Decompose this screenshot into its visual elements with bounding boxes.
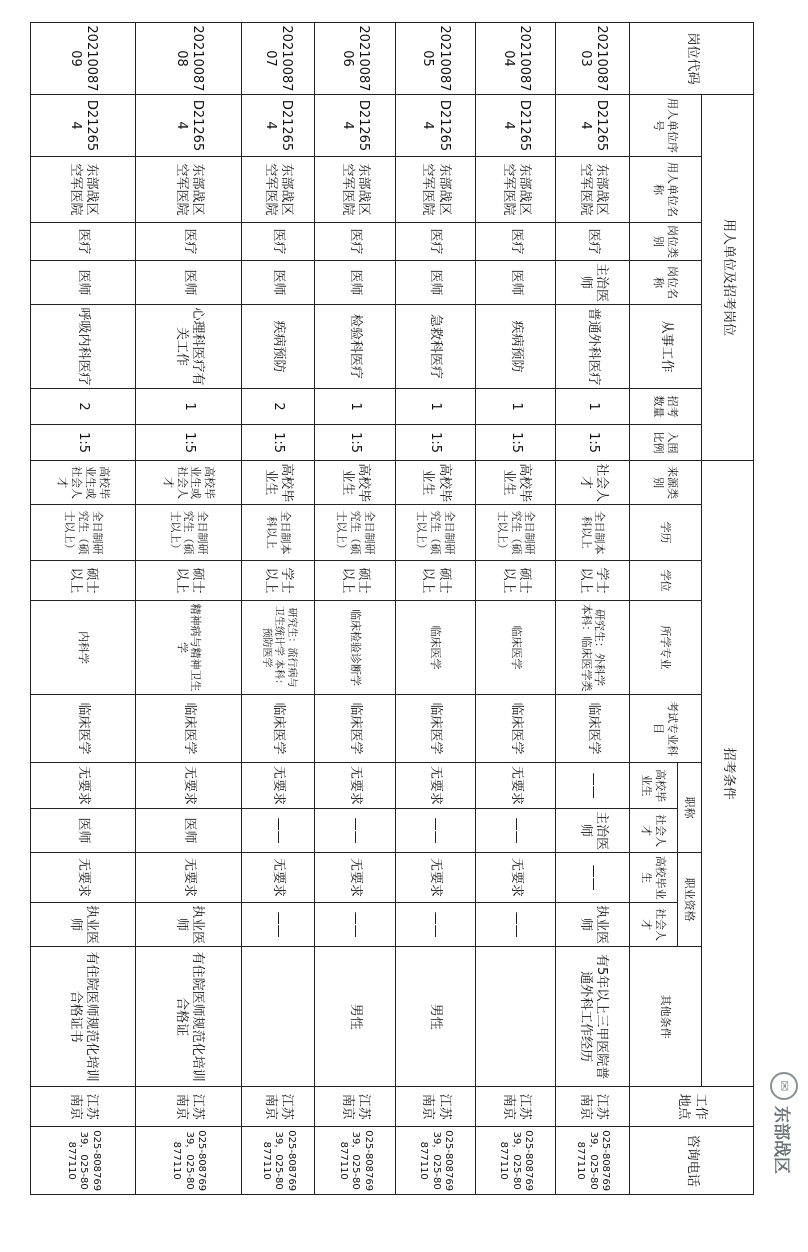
cell-education: 全日制研究生（硕士以上） xyxy=(315,505,395,561)
table-row xyxy=(395,23,475,1195)
cell-work: 疾病预防 xyxy=(476,305,556,389)
cell-major: 研究生：流行病与卫生统计学 本科：预防医学 xyxy=(241,601,315,695)
cell-location: 江苏南京 xyxy=(556,1087,630,1127)
cell-ratio: 1:5 xyxy=(315,425,395,461)
cell-location: 江苏南京 xyxy=(315,1087,395,1127)
cell-unit-code: D212654 xyxy=(241,95,315,157)
cell-qual-social: 执业医师 xyxy=(556,903,630,947)
cell-code: 2021008704 xyxy=(476,23,556,95)
cell-quota: 1 xyxy=(136,389,241,425)
cell-quota: 1 xyxy=(395,389,475,425)
cell-location: 江苏南京 xyxy=(136,1087,241,1127)
cell-other: 有5年以上三甲医院普通外科工作经历 xyxy=(556,947,630,1087)
cell-other xyxy=(476,947,556,1087)
cell-qual-social: —— xyxy=(241,903,315,947)
cell-degree: 硕士以上 xyxy=(476,561,556,601)
wechat-bubble-icon: ✉ xyxy=(770,1072,798,1100)
cell-contact: 025-80876939，025-80877110 xyxy=(476,1127,556,1195)
header-ratio: 入围比例 xyxy=(630,425,702,461)
table-row xyxy=(476,23,556,1195)
cell-title-social: 医师 xyxy=(31,809,136,853)
cell-type: 医疗 xyxy=(395,223,475,261)
cell-unit-code: D212654 xyxy=(315,95,395,157)
cell-qual-grad: —— xyxy=(556,853,630,903)
cell-quota: 2 xyxy=(31,389,136,425)
cell-type: 医疗 xyxy=(476,223,556,261)
cell-other: 男性 xyxy=(315,947,395,1087)
cell-ratio: 1:5 xyxy=(241,425,315,461)
cell-title-grad: 无要求 xyxy=(31,763,136,809)
cell-work: 心理科医疗有关工作 xyxy=(136,305,241,389)
watermark xyxy=(770,1072,798,1174)
cell-unit-name: 东部战区空军医院 xyxy=(31,157,136,223)
cell-source: 高校毕业生或社会人才 xyxy=(136,461,241,505)
cell-title-grad: 无要求 xyxy=(136,763,241,809)
cell-exam: 临床医学 xyxy=(556,695,630,763)
cell-work: 急救科医疗 xyxy=(395,305,475,389)
table-row xyxy=(315,23,395,1195)
header-title-group: 职称 xyxy=(678,763,702,853)
cell-exam: 临床医学 xyxy=(136,695,241,763)
cell-location: 江苏南京 xyxy=(241,1087,315,1127)
cell-source: 高校毕业生或社会人才 xyxy=(31,461,136,505)
cell-location: 江苏南京 xyxy=(395,1087,475,1127)
cell-location: 江苏南京 xyxy=(476,1087,556,1127)
cell-title-grad: 无要求 xyxy=(241,763,315,809)
cell-exam: 临床医学 xyxy=(395,695,475,763)
recruitment-table xyxy=(30,22,754,1195)
cell-exam: 临床医学 xyxy=(31,695,136,763)
cell-title-grad: —— xyxy=(556,763,630,809)
cell-other xyxy=(241,947,315,1087)
cell-qual-grad: 无要求 xyxy=(241,853,315,903)
cell-contact: 025-80876939，025-80877110 xyxy=(556,1127,630,1195)
cell-title-social: —— xyxy=(476,809,556,853)
cell-name: 医师 xyxy=(241,261,315,305)
cell-other: 有住院医师规范化培训合格证 xyxy=(136,947,241,1087)
cell-source: 社会人才 xyxy=(556,461,630,505)
cell-work: 检验科医疗 xyxy=(315,305,395,389)
cell-contact: 025-80876939，025-80877110 xyxy=(241,1127,315,1195)
table-row xyxy=(31,23,136,1195)
cell-degree: 硕士以上 xyxy=(315,561,395,601)
header-qual-grad: 高校毕业生 xyxy=(630,853,678,903)
cell-qual-social: —— xyxy=(476,903,556,947)
cell-source: 高校毕业生 xyxy=(395,461,475,505)
header-employer-name: 用人单位名称 xyxy=(630,157,702,223)
cell-education: 全日制研究生（硕士以上） xyxy=(395,505,475,561)
cell-name: 医师 xyxy=(395,261,475,305)
cell-unit-name: 东部战区空军医院 xyxy=(136,157,241,223)
header-group-employer: 用人单位及招考岗位 xyxy=(702,95,754,461)
header-title-grad: 高校毕业生 xyxy=(630,763,678,809)
header-position-code: 岗位代码 xyxy=(630,23,754,95)
header-group-conditions: 招考条件 xyxy=(702,461,754,1087)
cell-type: 医疗 xyxy=(315,223,395,261)
cell-education: 全日制研究生（硕士以上） xyxy=(476,505,556,561)
cell-exam: 临床医学 xyxy=(241,695,315,763)
header-position-type: 岗位类别 xyxy=(630,223,702,261)
cell-name: 医师 xyxy=(136,261,241,305)
cell-ratio: 1:5 xyxy=(136,425,241,461)
cell-location: 江苏南京 xyxy=(31,1087,136,1127)
watermark-text: 东部战区 xyxy=(771,1106,792,1174)
cell-title-grad: 无要求 xyxy=(476,763,556,809)
cell-qual-grad: 无要求 xyxy=(395,853,475,903)
header-qual-social: 社会人才 xyxy=(630,903,678,947)
header-source: 来源类别 xyxy=(630,461,702,505)
header-degree: 学位 xyxy=(630,561,702,601)
cell-major: 临床检验诊断学 xyxy=(315,601,395,695)
cell-code: 2021008703 xyxy=(556,23,630,95)
cell-code: 2021008708 xyxy=(136,23,241,95)
cell-title-social: 医师 xyxy=(136,809,241,853)
cell-contact: 025-80876939，025-80877110 xyxy=(395,1127,475,1195)
cell-qual-grad: 无要求 xyxy=(31,853,136,903)
cell-code: 2021008705 xyxy=(395,23,475,95)
cell-other: 男性 xyxy=(395,947,475,1087)
cell-contact: 025-80876939，025-80877110 xyxy=(31,1127,136,1195)
cell-name: 主治医师 xyxy=(556,261,630,305)
cell-unit-code: D212654 xyxy=(31,95,136,157)
cell-ratio: 1:5 xyxy=(556,425,630,461)
cell-major: 临床医学 xyxy=(395,601,475,695)
cell-major: 研究生：外科学 本科：临床医学类 xyxy=(556,601,630,695)
cell-name: 医师 xyxy=(476,261,556,305)
cell-quota: 2 xyxy=(241,389,315,425)
cell-unit-name: 东部战区空军医院 xyxy=(476,157,556,223)
cell-code: 2021008709 xyxy=(31,23,136,95)
cell-code: 2021008706 xyxy=(315,23,395,95)
cell-qual-grad: 无要求 xyxy=(476,853,556,903)
table-row xyxy=(556,23,630,1195)
cell-degree: 硕士以上 xyxy=(395,561,475,601)
cell-quota: 1 xyxy=(315,389,395,425)
cell-title-social: 主治医师 xyxy=(556,809,630,853)
cell-type: 医疗 xyxy=(136,223,241,261)
cell-source: 高校毕业生 xyxy=(315,461,395,505)
cell-degree: 硕士以上 xyxy=(136,561,241,601)
cell-major: 精神病与精神卫生学 xyxy=(136,601,241,695)
header-major: 所学专业 xyxy=(630,601,702,695)
cell-qual-social: —— xyxy=(315,903,395,947)
header-employer-code: 用人单位序号 xyxy=(630,95,702,157)
header-location: 工作地点 xyxy=(630,1087,754,1127)
cell-education: 全日制本科以上 xyxy=(556,505,630,561)
cell-qual-social: 执业医师 xyxy=(136,903,241,947)
cell-code: 2021008707 xyxy=(241,23,315,95)
header-other: 其他条件 xyxy=(630,947,702,1087)
header-education: 学历 xyxy=(630,505,702,561)
cell-title-grad: 无要求 xyxy=(315,763,395,809)
cell-education: 全日制本科以上 xyxy=(241,505,315,561)
cell-work: 疾病预防 xyxy=(241,305,315,389)
cell-quota: 1 xyxy=(476,389,556,425)
cell-degree: 硕士以上 xyxy=(31,561,136,601)
cell-unit-name: 东部战区空军医院 xyxy=(241,157,315,223)
cell-qual-grad: 无要求 xyxy=(315,853,395,903)
cell-source: 高校毕业生 xyxy=(476,461,556,505)
header-quota: 招考数量 xyxy=(630,389,702,425)
cell-title-social: —— xyxy=(315,809,395,853)
cell-title-social: —— xyxy=(395,809,475,853)
cell-education: 全日制研究生（硕士以上） xyxy=(31,505,136,561)
header-work: 从事工作 xyxy=(630,305,702,389)
cell-qual-social: 执业医师 xyxy=(31,903,136,947)
cell-ratio: 1:5 xyxy=(31,425,136,461)
cell-type: 医疗 xyxy=(556,223,630,261)
table-row xyxy=(241,23,315,1195)
cell-source: 高校毕业生 xyxy=(241,461,315,505)
cell-unit-code: D212654 xyxy=(476,95,556,157)
table-row xyxy=(136,23,241,1195)
cell-ratio: 1:5 xyxy=(476,425,556,461)
cell-major: 内科学 xyxy=(31,601,136,695)
cell-name: 医师 xyxy=(31,261,136,305)
cell-unit-name: 东部战区空军医院 xyxy=(556,157,630,223)
cell-title-social: —— xyxy=(241,809,315,853)
cell-unit-name: 东部战区空军医院 xyxy=(315,157,395,223)
cell-contact: 025-80876939，025-80877110 xyxy=(136,1127,241,1195)
cell-title-grad: 无要求 xyxy=(395,763,475,809)
cell-qual-grad: 无要求 xyxy=(136,853,241,903)
header-contact: 咨询电话 xyxy=(630,1127,754,1195)
cell-major: 临床医学 xyxy=(476,601,556,695)
header-title-social: 社会人才 xyxy=(630,809,678,853)
cell-ratio: 1:5 xyxy=(395,425,475,461)
cell-work: 呼吸内科医疗 xyxy=(31,305,136,389)
cell-unit-code: D212654 xyxy=(556,95,630,157)
cell-exam: 临床医学 xyxy=(476,695,556,763)
cell-unit-code: D212654 xyxy=(136,95,241,157)
cell-contact: 025-80876939，025-80877110 xyxy=(315,1127,395,1195)
header-exam-subject: 考试专业科目 xyxy=(630,695,702,763)
cell-unit-name: 东部战区空军医院 xyxy=(395,157,475,223)
cell-qual-social: —— xyxy=(395,903,475,947)
cell-type: 医疗 xyxy=(241,223,315,261)
cell-degree: 学士以上 xyxy=(241,561,315,601)
cell-exam: 临床医学 xyxy=(315,695,395,763)
cell-unit-code: D212654 xyxy=(395,95,475,157)
cell-type: 医疗 xyxy=(31,223,136,261)
cell-quota: 1 xyxy=(556,389,630,425)
cell-other: 有住院医师规范化培训合格证书 xyxy=(31,947,136,1087)
cell-name: 医师 xyxy=(315,261,395,305)
cell-work: 普通外科医疗 xyxy=(556,305,630,389)
header-qual-group: 职业资格 xyxy=(678,853,702,947)
cell-degree: 学士以上 xyxy=(556,561,630,601)
cell-education: 全日制研究生（硕士以上） xyxy=(136,505,241,561)
header-position-name: 岗位名称 xyxy=(630,261,702,305)
